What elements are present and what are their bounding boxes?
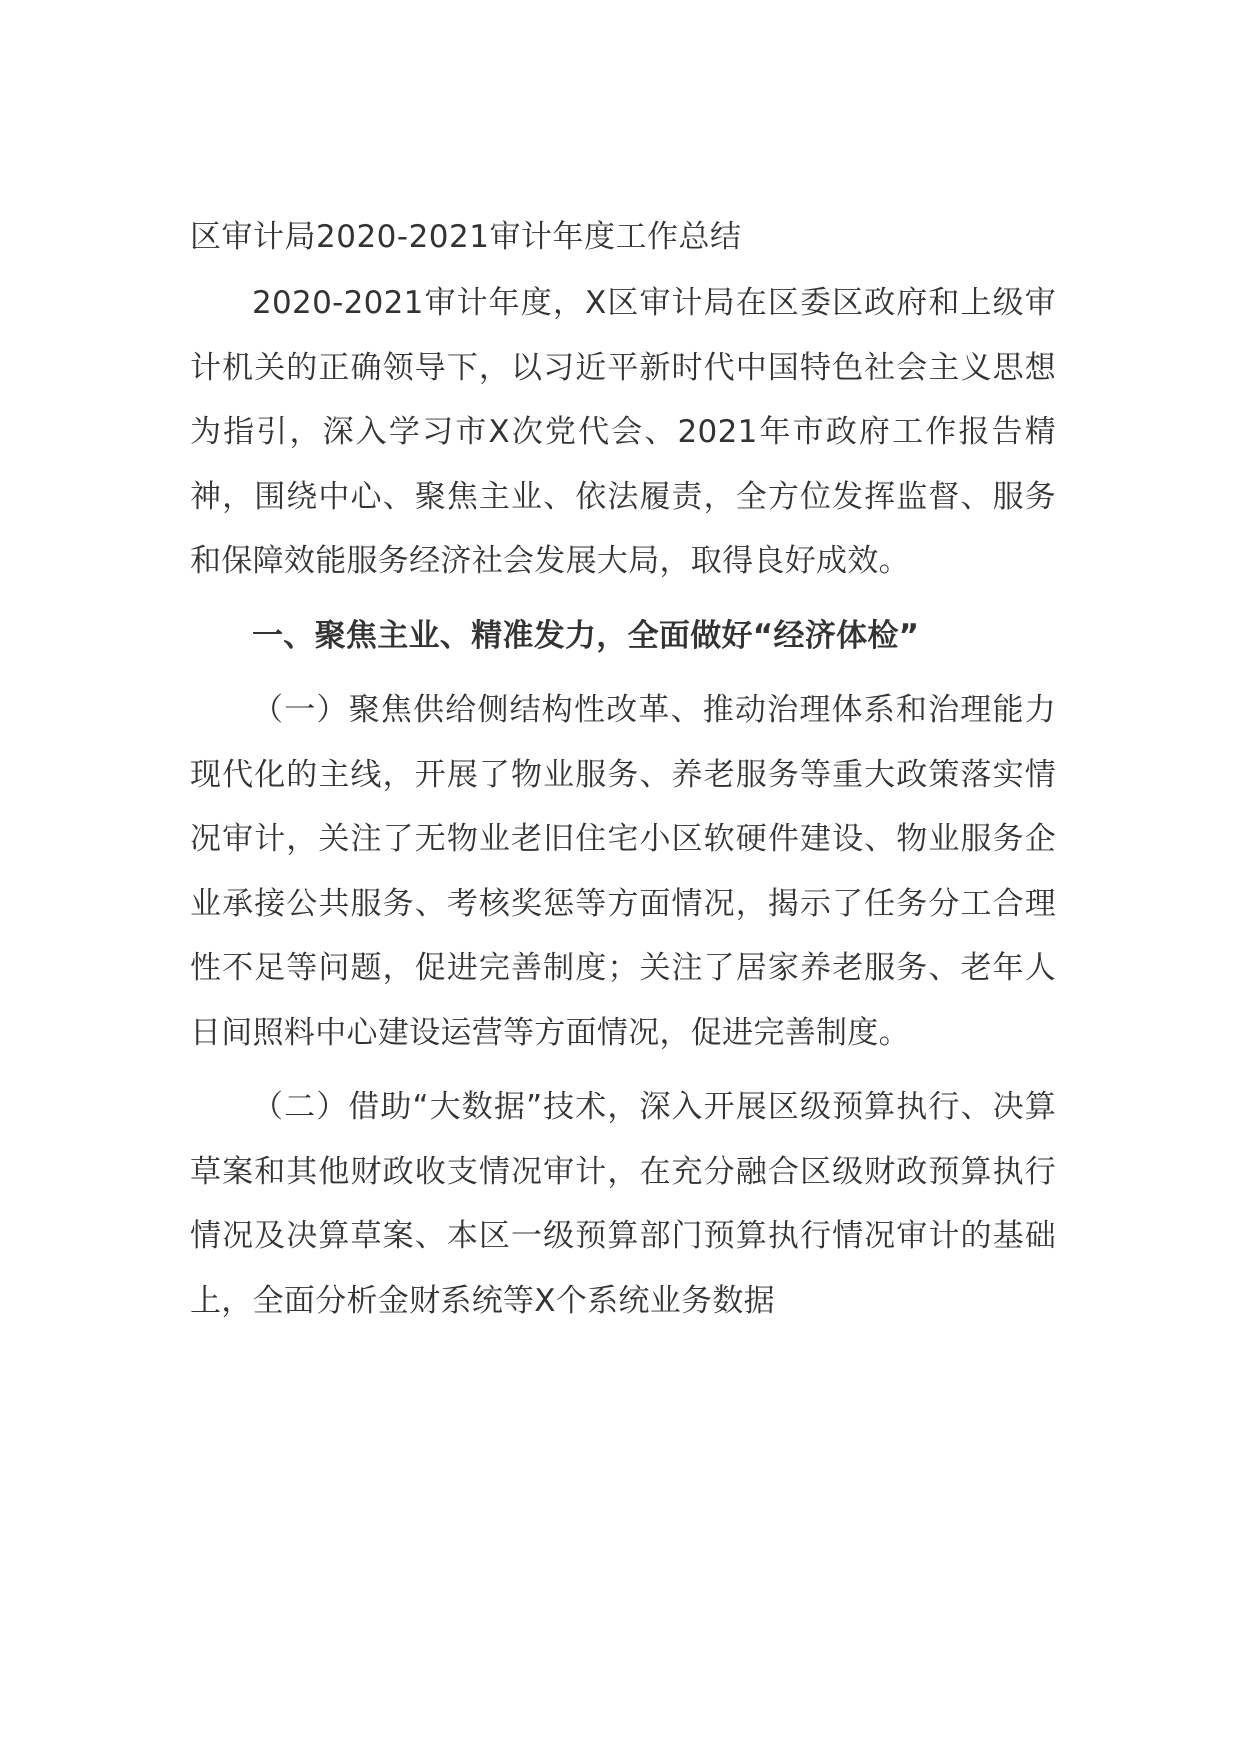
document-title: 区审计局2020-2021审计年度工作总结 <box>190 219 742 255</box>
section-item-1: （一）聚焦供给侧结构性改革、推动治理体系和治理能力现代化的主线，开展了物业服务、养老服务等重大政策落实情况审计，关注了无物业老旧住宅小区软硬件建设、物业服务企业承接公共服务、考核奖惩等方面情况，揭示了任务分工合理性不足等问题，促进完善制度；关注了居家养老服务、老年人日间照料中心建设运营等方面情况，促进完善制度。 <box>190 692 1056 1051</box>
document-page <box>190 205 1056 1343</box>
intro-paragraph: 2020-2021审计年度，X区审计局在区委区政府和上级审计机关的正确领导下，以习近平新时代中国特色社会主义思想为指引，深入学习市X次党代会、2021年市政府工作报告精神，围绕中心、聚焦主业、依法履责，全方位发挥监督、服务和保障效能服务经济社会发展大局，取得良好成效。 <box>190 285 1056 579</box>
section-heading: 一、聚焦主业、精准发力，全面做好“经济体检” <box>252 617 920 654</box>
section-item-2: （二）借助“大数据”技术，深入开展区级预算执行、决算草案和其他财政收支情况审计，在充分融合区级财政预算执行情况及决算草案、本区一级预算部门预算执行情况审计的基础上，全面分析金财系统等X个系统业务数据 <box>190 1089 1056 1319</box>
